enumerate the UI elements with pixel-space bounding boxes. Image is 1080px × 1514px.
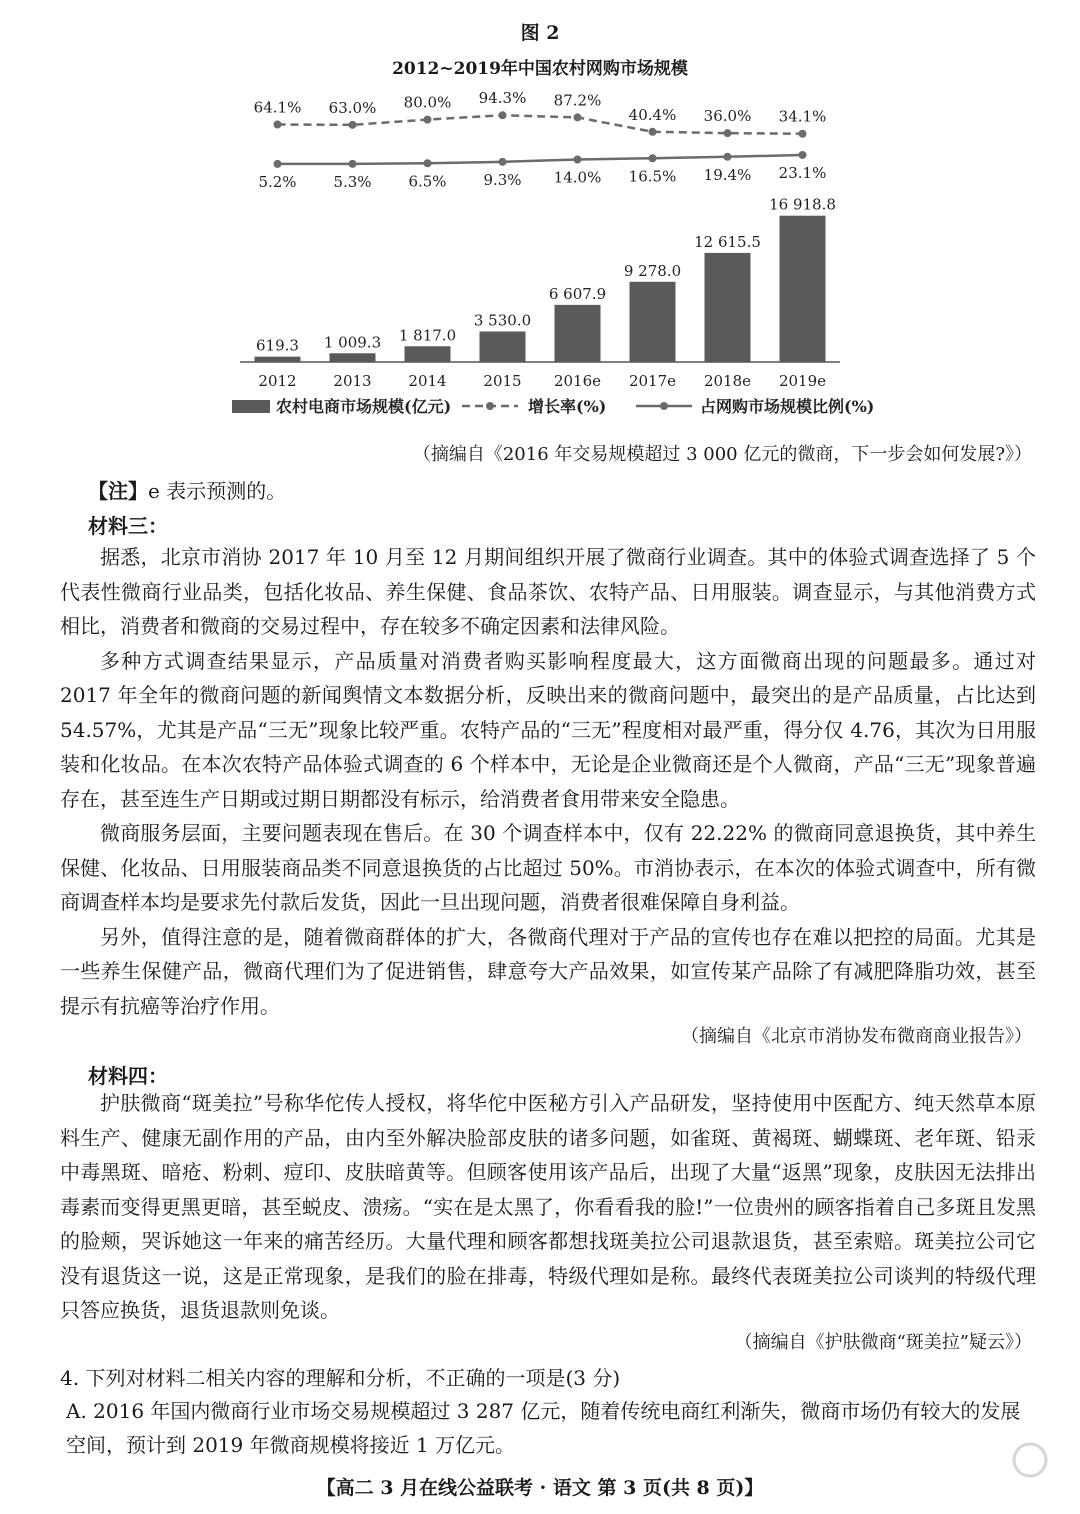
share-point [799, 151, 807, 159]
legend-label: 占网购市场规模比例(%) [700, 397, 875, 416]
bar [630, 282, 676, 362]
growth-rate-point [499, 111, 507, 119]
source-citation-3: （摘编自《北京市消协发布微商商业报告》） [681, 1026, 1032, 1047]
material3-heading: 材料三： [88, 514, 168, 538]
share-label: 9.3% [483, 170, 522, 189]
share-point [499, 158, 507, 166]
bar [405, 346, 451, 362]
source-citation-1: （摘编自《2016 年交易规模超过 3 000 亿元的微商，下一步会如何发展?》） [412, 444, 1032, 465]
material4-heading: 材料四： [88, 1064, 168, 1088]
material4-body [60, 1086, 1036, 1328]
share-label: 23.1% [778, 163, 827, 182]
share-label: 5.2% [258, 172, 297, 191]
watermark-logo [862, 1438, 1062, 1506]
bar-value-label: 6 607.9 [548, 284, 607, 303]
share-label: 19.4% [703, 165, 752, 184]
material3-paragraph: 微商服务层面，主要问题表现在售后。在 30 个调查样本中，仅有 22.22% 的微商同意退换货，其中养生保健、化妆品、日用服装商品类不同意退换货的占比超过 50%。市消协表示，在本次的体验式调查中，所有微商调查样本均是要求先付款后发货，因此一旦出现问题，消费者很难保障自身利益。 [60, 821, 1036, 914]
figure-label: 图 2 [520, 22, 560, 44]
share-point [424, 159, 432, 167]
growth-rate-label: 63.0% [328, 98, 377, 117]
growth-rate-point [724, 129, 732, 137]
bar-value-label: 9 278.0 [623, 261, 682, 280]
note-bracket: 【注】 [88, 479, 148, 503]
share-label: 14.0% [553, 168, 602, 187]
share-point [274, 160, 282, 168]
bar [780, 216, 826, 362]
growth-rate-label: 64.1% [253, 98, 302, 117]
option-a: A. 2016 年国内微商行业市场交易规模超过 3 287 亿元，随着传统电商红利渐失，微商市场仍有较大的发展空间，预计到 2019 年微商规模将接近 1 万亿元。 [66, 1399, 1021, 1457]
growth-rate-point [274, 121, 282, 129]
bar [480, 331, 526, 362]
x-tick-label: 2018e [703, 372, 752, 390]
growth-rate-label: 87.2% [553, 91, 602, 110]
growth-rate-point [574, 113, 582, 121]
growth-rate-point [349, 121, 357, 129]
growth-rate-label: 40.4% [628, 105, 677, 124]
legend-label: 增长率(%) [528, 397, 607, 416]
material3-paragraph: 另外，值得注意的是，随着微商群体的扩大，各微商代理对于产品的宣传也存在难以把控的局面。尤其是一些养生保健产品，微商代理们为了促进销售，肆意夸大产品效果，如宣传某产品除了有减肥降脂功效，甚至提示有抗癌等治疗作用。 [60, 924, 1036, 1018]
question-stem: 4. 下列对材料二相关内容的理解和分析，不正确的一项是(3 分) [60, 1366, 621, 1390]
bar [255, 357, 301, 362]
material3-paragraph: 多种方式调查结果显示，产品质量对消费者购买影响程度最大，这方面微商出现的问题最多。通过对 2017 年全年的微商问题的新闻舆情文本数据分析，反映出来的微商问题中，最突出的是产品质量，占比达到 54.57%，尤其是产品“三无”现象比较严重。农特产品的“三无”程度相对最严重，得分仅 4.76，其次为日用服装和化妆品。在本次农特产品体验式调查的 6 个样本中，无论是企业微商还是个人微商，产品“三无”现象普遍存在，甚至连生产日期或过期日期都没有标示，给消费者食用带来安全隐患。 [60, 648, 1036, 811]
material3-paragraph: 据悉，北京市消协 2017 年 10 月至 12 月期间组织开展了微商行业调查。其中的体验式调查选择了 5 个代表性微商行业品类，包括化妆品、养生保健、食品茶饮、农特产品、日用服装。调查显示，与其他消费方式相比，消费者和微商的交易过程中，存在较多不确定因素和法律风险。 [60, 545, 1036, 638]
x-tick-label: 2019e [778, 372, 827, 390]
bar [330, 353, 376, 362]
bar-value-label: 12 615.5 [694, 232, 761, 251]
bar-value-label: 1 817.0 [398, 326, 457, 345]
note [88, 475, 286, 504]
legend-marker-share [660, 402, 668, 410]
growth-rate-label: 80.0% [403, 93, 452, 112]
growth-rate-label: 36.0% [703, 107, 752, 126]
share-label: 5.3% [333, 172, 372, 191]
source-citation-4: （摘编自《护肤微商“斑美拉”疑云》） [734, 1332, 1032, 1353]
page-footer: 【高二 3 月在线公益联考 · 语文 第 3 页(共 8 页)】 [316, 1477, 764, 1499]
legend-label: 农村电商市场规模(亿元) [276, 397, 452, 416]
material4-paragraph: 护肤微商“斑美拉”号称华佗传人授权，将华佗中医秘方引入产品研发，坚持使用中医配方、纯天然草本原料生产、健康无副作用的产品，由内至外解决脸部皮肤的诸多问题，如雀斑、黄褐斑、蝴蝶斑、老年斑、铅汞中毒黑斑、暗疮、粉刺、痘印、皮肤暗黄等。但顾客使用该产品后，出现了大量“返黑”现象，皮肤因无法排出毒素而变得更黑更暗，甚至蜕皮、溃疡。“实在是太黑了，你看看我的脸!”一位贵州的顾客指着自己多斑且发黑的脸颊，哭诉她这一年来的痛苦经历。大量代理和顾客都想找斑美拉公司退款退货，甚至索赔。斑美拉公司它没有退货这一说，这是正常现象，是我们的脸在排毒，特级代理如是称。最终代表斑美拉公司谈判的特级代理只答应换货，退货退款则免谈。 [60, 1091, 1036, 1322]
share-label: 16.5% [628, 167, 677, 186]
bar-value-label: 3 530.0 [473, 311, 532, 330]
x-tick-label: 2014 [408, 372, 447, 390]
bar [705, 253, 751, 362]
share-point [349, 160, 357, 168]
x-tick-label: 2016e [553, 372, 602, 390]
legend-swatch-bar [232, 400, 270, 413]
bar [555, 305, 601, 362]
share-label: 6.5% [408, 172, 447, 191]
growth-rate-point [424, 116, 432, 124]
rural-ecommerce-chart [0, 90, 1080, 430]
bar-value-label: 1 009.3 [323, 333, 382, 352]
note-text: e 表示预测的。 [148, 479, 287, 503]
growth-rate-point [799, 130, 807, 138]
x-tick-label: 2012 [258, 372, 297, 390]
share-point [574, 156, 582, 164]
x-tick-label: 2013 [333, 372, 372, 390]
growth-rate-point [649, 128, 657, 136]
share-point [649, 154, 657, 162]
material3-body [60, 540, 1036, 1023]
share-point [724, 153, 732, 161]
x-tick-label: 2015 [483, 372, 522, 390]
x-tick-label: 2017e [628, 372, 677, 390]
chart-title: 2012~2019年中国农村网购市场规模 [392, 59, 688, 79]
bar-value-label: 16 918.8 [769, 195, 836, 214]
growth-rate-label: 34.1% [778, 107, 827, 126]
bar-value-label: 619.3 [256, 336, 299, 355]
legend-marker-growth [486, 402, 494, 410]
growth-rate-label: 94.3% [478, 90, 527, 108]
